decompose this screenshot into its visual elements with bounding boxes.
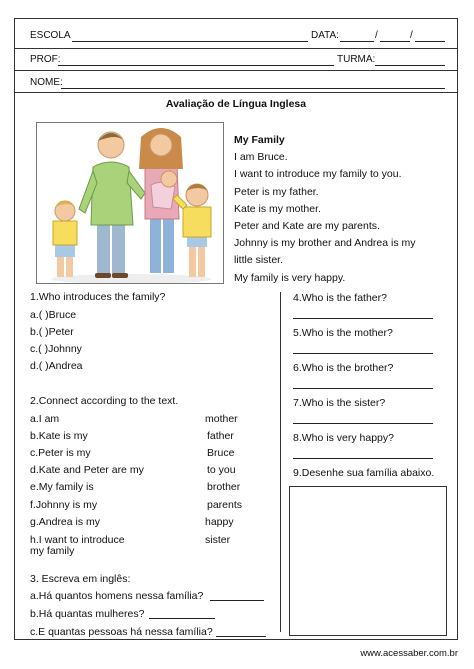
q2-question: 2.Connect according to the text. [30, 395, 179, 407]
q3-question: 3. Escreva em inglês: [30, 573, 131, 585]
q3-answer-c[interactable] [216, 636, 266, 637]
story-line: Peter is my father. [234, 185, 319, 198]
story-line: little sister. [234, 254, 284, 267]
prof-label: PROF: [30, 54, 61, 65]
q2-left-h[interactable]: h.I want to introduce [30, 534, 125, 546]
q2-left-c[interactable]: c.Peter is my [30, 447, 91, 459]
header-divider-1 [14, 48, 458, 49]
drawing-box[interactable] [289, 486, 447, 636]
family-illustration-icon [37, 123, 224, 284]
date-day-field[interactable] [340, 41, 374, 42]
q2-left-g[interactable]: g.Andrea is my [30, 516, 101, 528]
q2-left-a[interactable]: a.I am [30, 413, 60, 425]
story-line: My family is very happy. [234, 271, 346, 284]
boy-left-figure [53, 201, 77, 277]
q7-answer[interactable] [293, 423, 433, 424]
q1-question: 1.Who introduces the family? [30, 291, 166, 303]
q2-right-6[interactable]: parents [207, 499, 243, 511]
name-label: NOME: [30, 77, 63, 88]
q8-question: 8.Who is very happy? [293, 432, 394, 444]
q2-right-8[interactable]: sister [205, 534, 231, 546]
q6-answer[interactable] [293, 388, 433, 389]
story-text [234, 132, 454, 287]
story-line: Kate is my mother. [234, 202, 321, 215]
q2-right-7[interactable]: happy [205, 516, 234, 528]
q2-left-f[interactable]: f.Johnny is my [30, 499, 98, 511]
date-sep-2: / [410, 30, 413, 41]
q2-left-e[interactable]: e.My family is [30, 481, 94, 493]
q3-answer-b[interactable] [149, 618, 215, 619]
q3-answer-a[interactable] [210, 600, 264, 601]
q2-right-4[interactable]: to you [207, 464, 236, 476]
q4-answer[interactable] [293, 318, 433, 319]
q3-item-c: c.E quantas pessoas há nessa família? [30, 626, 213, 638]
q6-question: 6.Who is the brother? [293, 362, 394, 374]
school-label: ESCOLA [30, 30, 71, 41]
story-title: My Family [234, 134, 285, 146]
q2-right-5[interactable]: brother [207, 481, 241, 493]
q5-question: 5.Who is the mother? [293, 327, 393, 339]
q3-item-a: a.Há quantos homens nessa família? [30, 590, 204, 602]
date-month-field[interactable] [380, 41, 410, 42]
date-year-field[interactable] [415, 41, 445, 42]
q2-left-b[interactable]: b.Kate is my [30, 430, 88, 442]
story-line: I want to introduce my family to you. [234, 168, 402, 181]
q2-right-1[interactable]: mother [205, 413, 238, 425]
story-line: Johnny is my brother and Andrea is my [234, 237, 416, 250]
family-illustration [36, 122, 224, 284]
date-sep-1: / [375, 30, 378, 41]
name-field[interactable] [61, 88, 445, 89]
q1-option-b[interactable]: b.( )Peter [30, 326, 74, 338]
boy-right-figure [173, 184, 211, 277]
prof-field[interactable] [58, 65, 334, 66]
q8-answer[interactable] [293, 458, 433, 459]
q5-answer[interactable] [293, 353, 433, 354]
q9-question: 9.Desenhe sua família abaixo. [293, 467, 435, 479]
q4-question: 4.Who is the father? [293, 292, 387, 304]
story-line: I am Bruce. [234, 151, 288, 164]
footer-url: www.acessaber.com.br [360, 648, 458, 659]
q2-left-h-cont: my family [30, 545, 75, 557]
page-title: Avaliação de Língua Inglesa [165, 98, 307, 110]
father-figure [79, 132, 145, 278]
school-field[interactable] [72, 41, 308, 42]
header-divider-3 [14, 92, 458, 93]
q2-right-2[interactable]: father [207, 430, 234, 442]
header-divider-2 [14, 70, 458, 71]
q3-item-b: b.Há quantas mulheres? [30, 608, 145, 620]
class-label: TURMA: [337, 54, 376, 65]
q2-right-3[interactable]: Bruce [207, 447, 235, 459]
story-line: Peter and Kate are my parents. [234, 220, 380, 233]
column-divider [280, 292, 281, 632]
date-label: DATA: [311, 30, 339, 41]
q7-question: 7.Who is the sister? [293, 397, 386, 409]
q2-left-d[interactable]: d.Kate and Peter are my [30, 464, 144, 476]
q1-option-c[interactable]: c.( )Johnny [30, 343, 82, 355]
q1-option-d[interactable]: d.( )Andrea [30, 360, 83, 372]
class-field[interactable] [375, 65, 445, 66]
q1-option-a[interactable]: a.( )Bruce [30, 309, 77, 321]
